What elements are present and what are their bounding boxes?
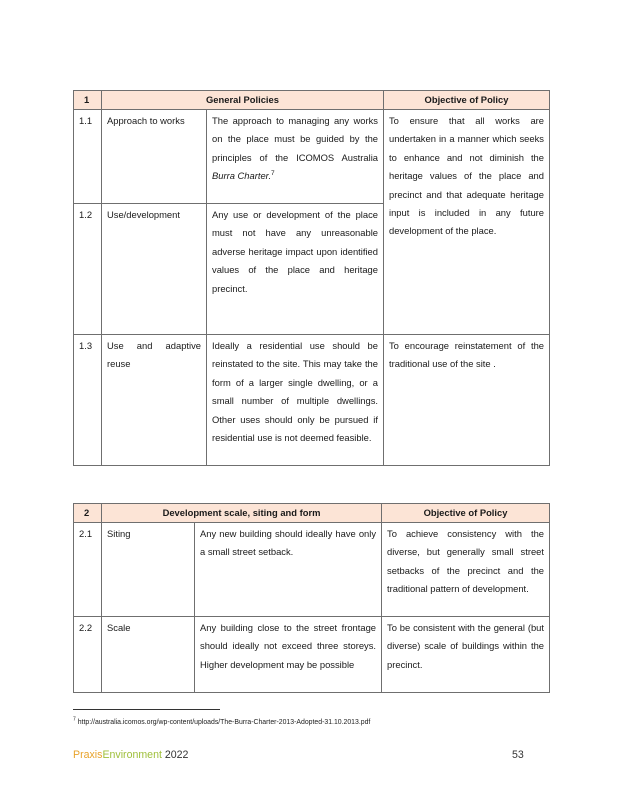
- row-topic: Siting: [102, 523, 195, 617]
- section-number: 2: [74, 504, 102, 523]
- row-objective: To be consistent with the general (but diverse) scale of buildings within the precinct.: [382, 617, 550, 693]
- topic-word: Use: [107, 340, 124, 351]
- row-policy: Ideally a residential use should be reinstated to the site. This may take the form of a larger single dwelling, or a small number of multiple dwellings. Other uses should only be pursued if residential use is not deemed feasible.: [207, 335, 384, 466]
- footnote-ref: 7: [271, 170, 275, 178]
- footer-year: 2022: [164, 749, 189, 761]
- row-policy: Any new building should ideally have only a small street setback.: [195, 523, 382, 617]
- policy-text: The approach to managing any works on the place must be guided by the principles of the ICOMOS Australia: [212, 115, 378, 163]
- row-id: 2.1: [74, 523, 102, 617]
- footnote-marker: 7: [73, 716, 76, 723]
- topic-word: adaptive: [165, 340, 201, 351]
- table-row: [74, 335, 550, 466]
- development-scale-table: [73, 503, 550, 693]
- table-row: [74, 110, 550, 204]
- table-row: [74, 617, 550, 693]
- row-topic: Use/development: [102, 204, 207, 335]
- objective-heading: Objective of Policy: [382, 504, 550, 523]
- footnote: [73, 716, 371, 726]
- objective-heading: Objective of Policy: [384, 91, 550, 110]
- burra-charter-italic: Burra Charter.: [212, 170, 272, 182]
- row-id: 1.1: [74, 110, 102, 204]
- row-topic: Approach to works: [102, 110, 207, 204]
- topic-word: and: [136, 340, 153, 351]
- footnote-link[interactable]: http://australia.icomos.org/wp-content/uploads/The-Burra-Charter-2013-Adopted-31.10.2013.pdf: [77, 719, 371, 726]
- brand-praxis: Praxis: [73, 749, 103, 761]
- row-objective: To achieve consistency with the diverse, but generally small street setbacks of the precinct and the traditional pattern of development.: [382, 523, 550, 617]
- table-row: [74, 523, 550, 617]
- row-objective: To encourage reinstatement of the traditional use of the site .: [384, 335, 550, 466]
- general-policies-table: [73, 90, 550, 466]
- section-number: 1: [74, 91, 102, 110]
- table-header-row: [74, 91, 550, 110]
- brand-environment: Environment: [102, 749, 162, 761]
- page-number: 53: [512, 749, 524, 761]
- row-id: 2.2: [74, 617, 102, 693]
- shared-objective: To ensure that all works are undertaken in a manner which seeks to enhance and not diminish the heritage values of the place and precinct and that adequate heritage input is included in any future development of the place.: [384, 110, 550, 335]
- topic-word: reuse: [107, 358, 131, 370]
- table-header-row: [74, 504, 550, 523]
- row-id: 1.2: [74, 204, 102, 335]
- row-topic: [102, 335, 207, 466]
- footer-brand: [73, 749, 188, 761]
- row-id: 1.3: [74, 335, 102, 466]
- row-policy: [207, 110, 384, 204]
- footnote-divider: [73, 709, 220, 710]
- section-heading: General Policies: [102, 91, 384, 110]
- row-policy: Any use or development of the place must not have any unreasonable adverse heritage impact upon identified values of the place and heritage precinct.: [207, 204, 384, 335]
- section-heading: Development scale, siting and form: [102, 504, 382, 523]
- row-topic: Scale: [102, 617, 195, 693]
- row-policy: Any building close to the street frontage should ideally not exceed three storeys. Higher development may be possible: [195, 617, 382, 693]
